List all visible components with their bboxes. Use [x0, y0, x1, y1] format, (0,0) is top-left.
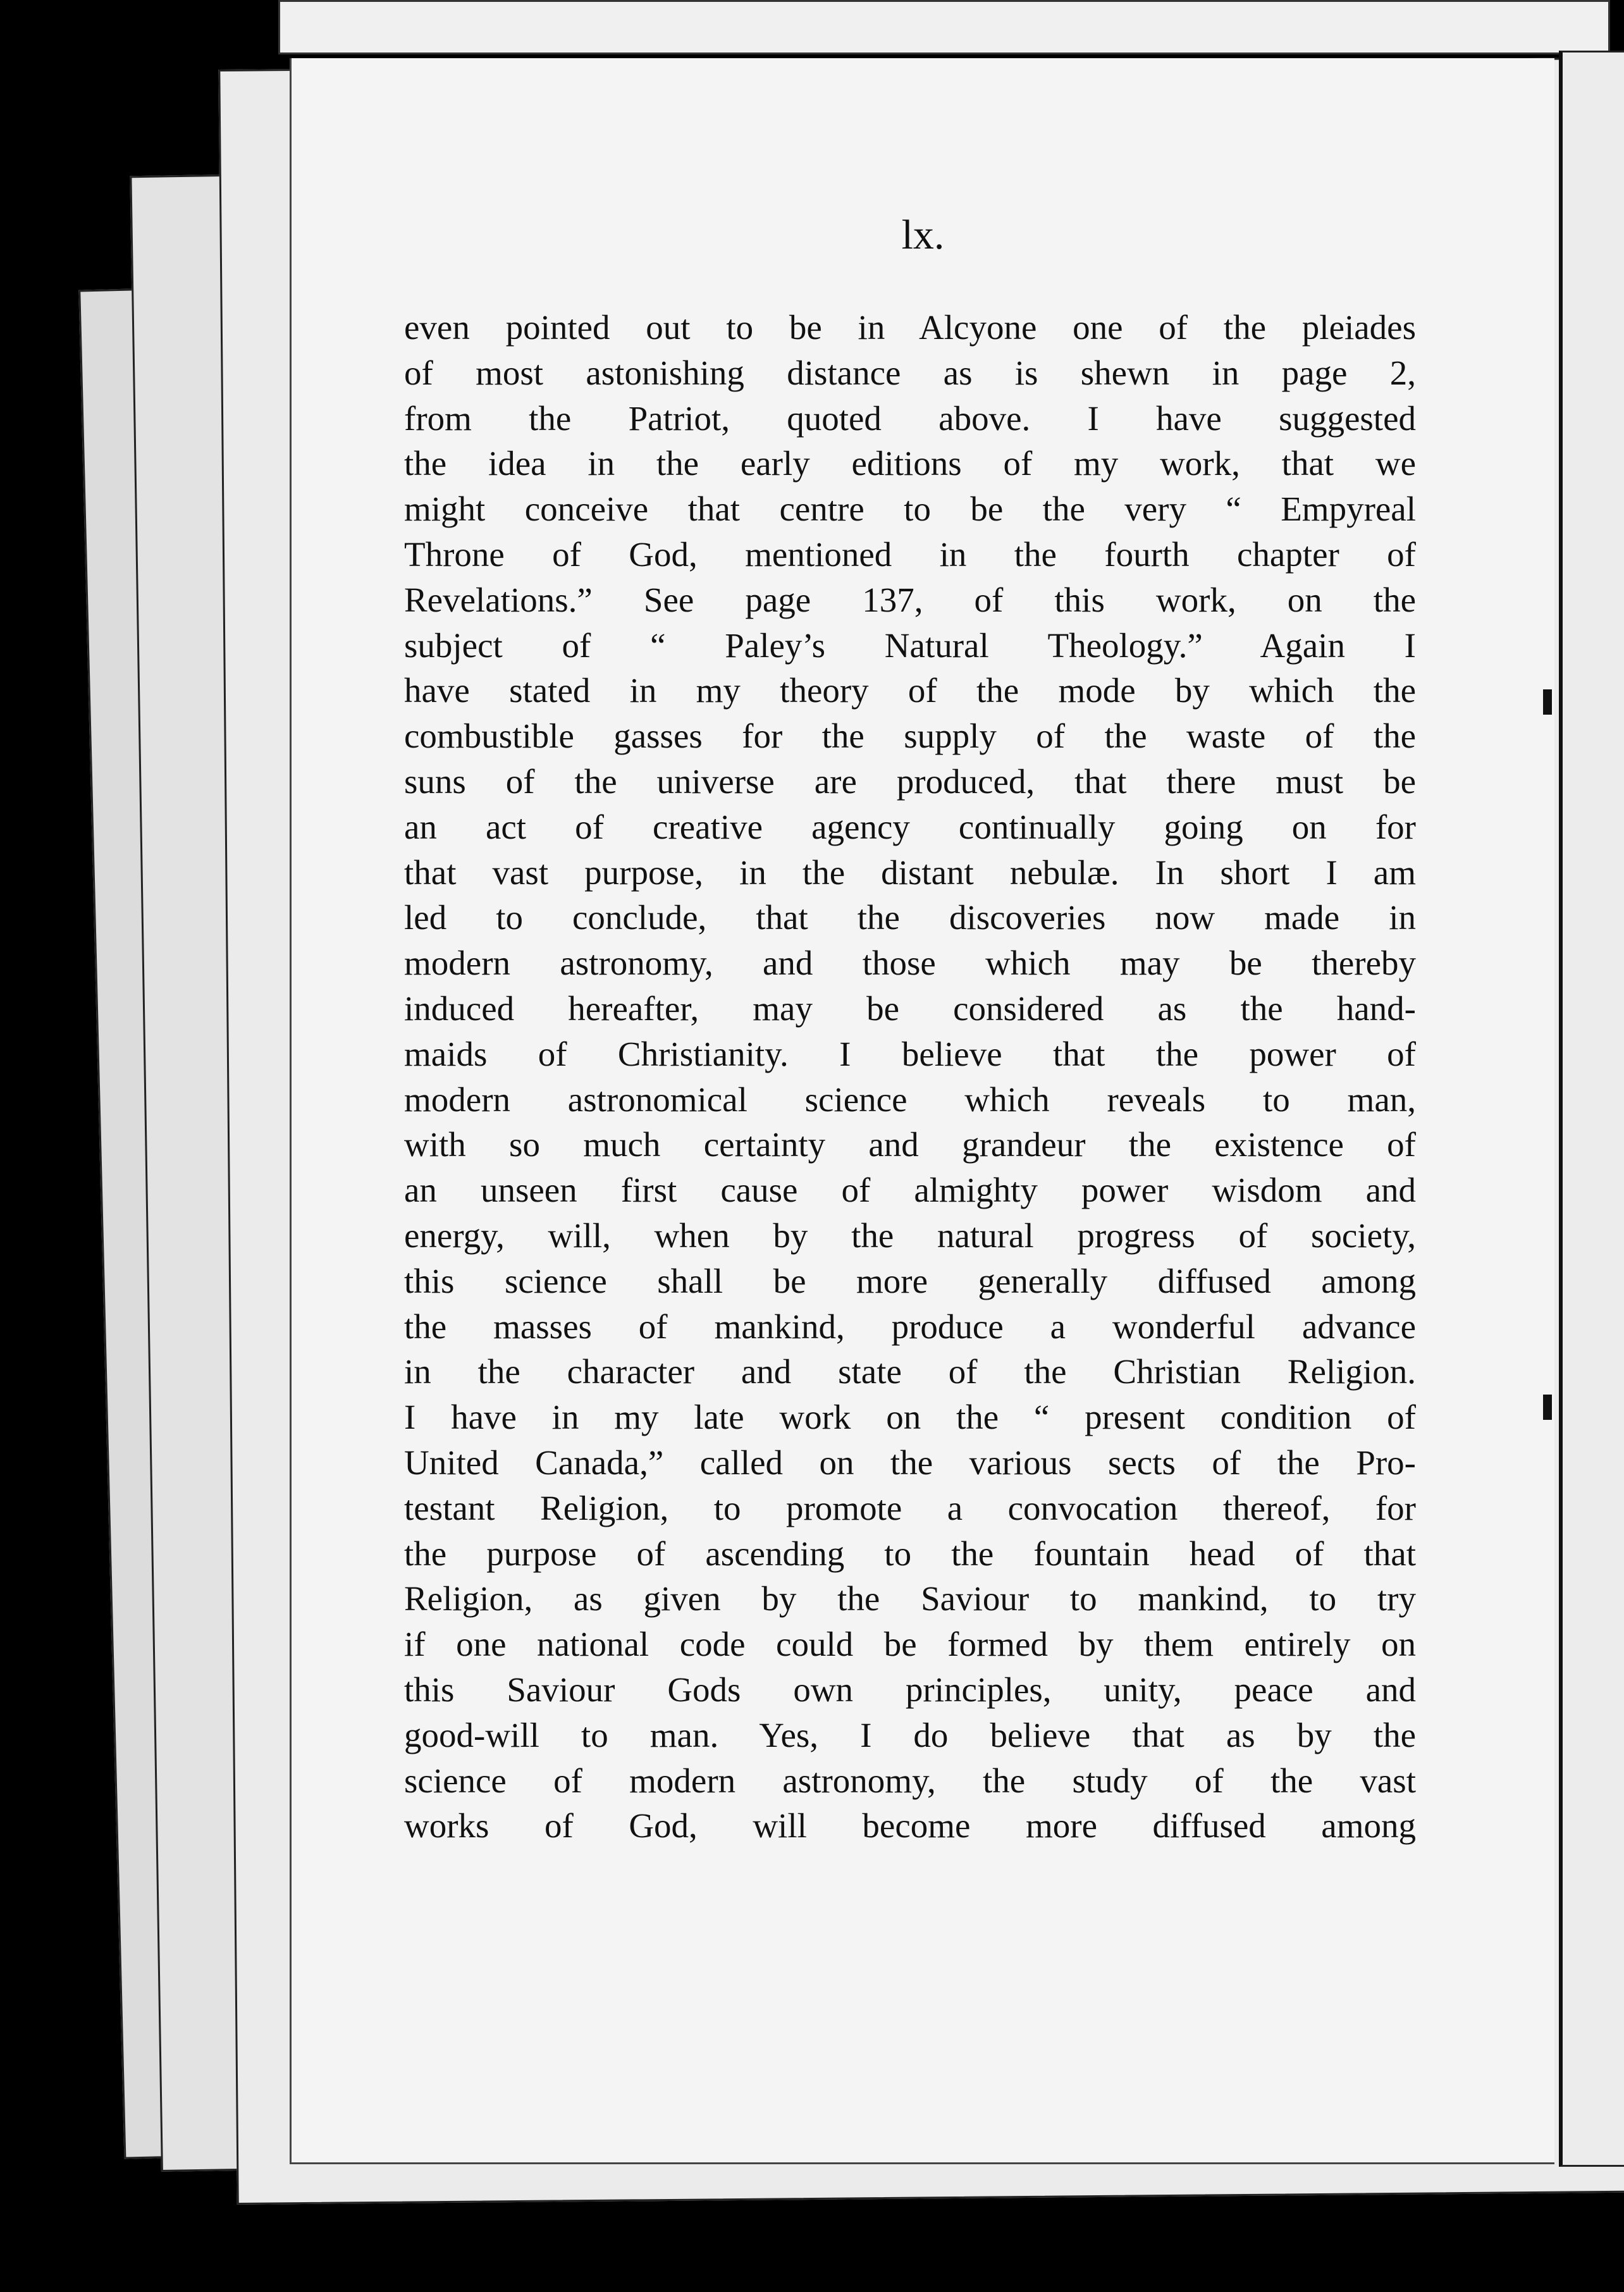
text-line: suns of the universe are produced, that there must be	[404, 761, 1416, 801]
text-line: in the character and state of the Christian Religion.	[404, 1352, 1416, 1391]
text-line: even pointed out to be in Alcyone one of the pleiades	[404, 308, 1416, 347]
text-line: good-will to man. Yes, I do believe that as by the	[404, 1715, 1416, 1754]
text-line: energy, will, when by the natural progress of society,	[404, 1216, 1416, 1255]
text-line: testant Religion, to promote a convocation thereof, for	[404, 1488, 1416, 1527]
text-line: combustible gasses for the supply of the waste of the	[404, 717, 1416, 756]
text-line: of most astonishing distance as is shewn in page 2,	[404, 353, 1416, 392]
text-line: subject of “ Paley’s Natural Theology.” Again I	[404, 625, 1416, 665]
text-line: if one national code could be formed by them entirely on	[404, 1625, 1416, 1664]
text-line: the masses of mankind, produce a wonderful advance	[404, 1307, 1416, 1346]
book-page	[290, 58, 1554, 2164]
binding-mark	[1543, 689, 1552, 715]
text-line: science of modern astronomy, the study of the vast	[404, 1761, 1416, 1800]
body-text	[404, 305, 1416, 1849]
text-line: the idea in the early editions of my work, that we	[404, 444, 1416, 483]
text-line: Revelations.” See page 137, of this work, on the	[404, 580, 1416, 619]
text-line: with so much certainty and grandeur the existence of	[404, 1125, 1416, 1164]
facing-page-edge	[1559, 51, 1624, 2167]
text-line: I have in my late work on the “ present condition of	[404, 1398, 1416, 1437]
text-line: Throne of God, mentioned in the fourth chapter of	[404, 534, 1416, 574]
text-line: works of God, will become more diffused among	[404, 1806, 1416, 1845]
page-number: lx.	[901, 212, 945, 258]
text-line: the purpose of ascending to the fountain head of that	[404, 1534, 1416, 1573]
text-line: modern astronomical science which reveals to man,	[404, 1080, 1416, 1119]
text-line: this science shall be more generally diffused among	[404, 1261, 1416, 1300]
page-edge-top	[278, 0, 1610, 54]
text-line: maids of Christianity. I believe that the power of	[404, 1034, 1416, 1073]
text-line: Religion, as given by the Saviour to mankind, to try	[404, 1579, 1416, 1618]
text-line: an act of creative agency continually going on for	[404, 807, 1416, 846]
text-line: United Canada,” called on the various sects of the Pro-	[404, 1443, 1416, 1482]
binding-mark	[1543, 1395, 1552, 1420]
text-line: have stated in my theory of the mode by which the	[404, 671, 1416, 710]
text-line: that vast purpose, in the distant nebulæ. In short I am	[404, 853, 1416, 892]
text-line: from the Patriot, quoted above. I have suggested	[404, 398, 1416, 438]
text-line: led to conclude, that the discoveries now made in	[404, 898, 1416, 937]
text-line: might conceive that centre to be the very “ Empyreal	[404, 490, 1416, 529]
text-line: an unseen first cause of almighty power wisdom and	[404, 1171, 1416, 1210]
text-line: this Saviour Gods own principles, unity, peace and	[404, 1670, 1416, 1709]
text-line: modern astronomy, and those which may be thereby	[404, 944, 1416, 983]
text-line: induced hereafter, may be considered as the hand-	[404, 989, 1416, 1028]
